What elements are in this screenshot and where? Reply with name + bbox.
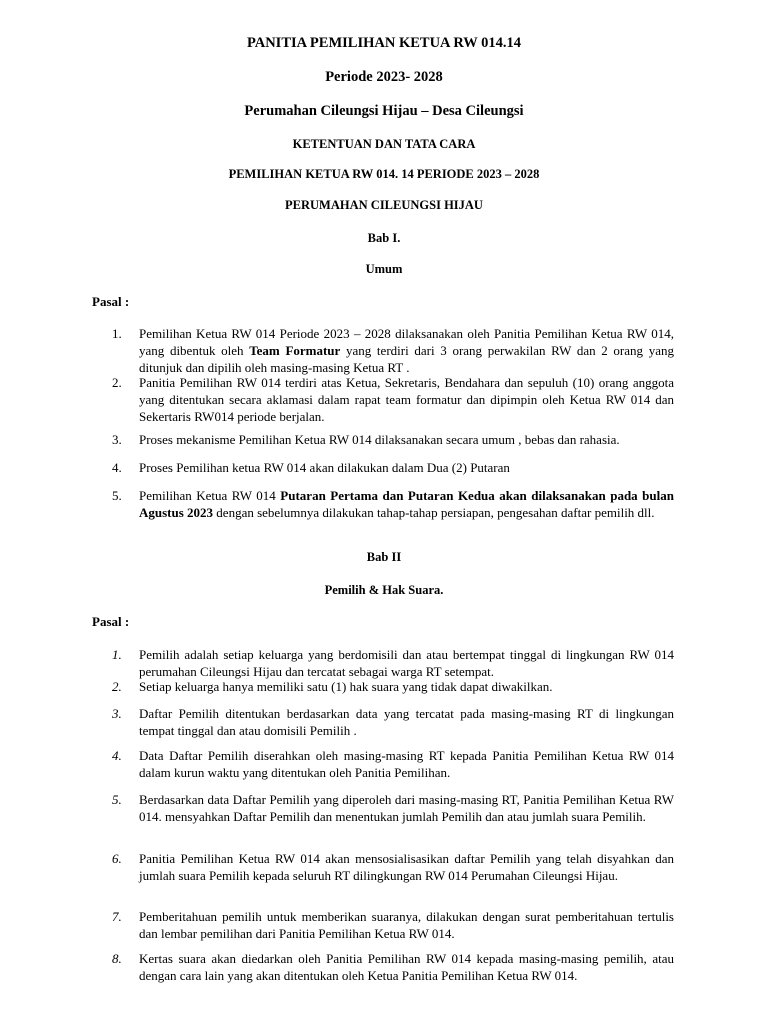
item-number: 4. (112, 460, 122, 475)
item-number: 8. (112, 951, 122, 966)
bab2-item (92, 850, 674, 884)
bab1-subtitle: Umum (365, 262, 403, 276)
item-text: Pemilih adalah setiap keluarga yang berdomisili dan atau bertempat tinggal di lingkungan RW 014 perumahan Cileungsi Hijau dan tercatat sebagai warga RT setempat. (139, 647, 674, 679)
bab1-item (92, 325, 674, 376)
bab2-pasal-label: Pasal : (92, 614, 130, 629)
bab1-item (92, 487, 674, 521)
bab1-item (92, 459, 674, 476)
document-location: Perumahan Cileungsi Hijau – Desa Cileungsi (244, 103, 524, 119)
item-text: Proses Pemilihan ketua RW 014 akan dilakukan dalam Dua (2) Putaran (139, 460, 510, 475)
document-period: Periode 2023- 2028 (325, 69, 443, 85)
item-number: 6. (112, 851, 122, 866)
item-text: Pemilihan Ketua RW 014 Periode 2023 – 2028 dilaksanakan oleh Panitia Pemilihan Ketua RW 014, yang dibentuk oleh Team Formatur yang terdiri dari 3 orang perwakilan RW dan 2 orang yang ditunjuk dan dipilih oleh masing-masing Ketua RT . (139, 326, 674, 375)
item-number: 1. (112, 326, 122, 341)
document-subtitle-1: KETENTUAN DAN TATA CARA (292, 137, 476, 151)
bab2-title: Bab II (366, 550, 402, 564)
item-text: Proses mekanisme Pemilihan Ketua RW 014 dilaksanakan secara umum , bebas dan rahasia. (139, 432, 620, 447)
bab1-item (92, 374, 674, 425)
item-number: 3. (112, 432, 122, 447)
bab2-item (92, 747, 674, 781)
bab2-item (92, 950, 674, 984)
bab1-title: Bab I. (367, 231, 401, 245)
item-text: Berdasarkan data Daftar Pemilih yang diperoleh dari masing-masing RT, Panitia Pemilihan Ketua RW 014. mensyahkan Daftar Pemilih dan menentukan jumlah Pemilih dan atau jumlah suara Pemilih. (139, 792, 674, 824)
document-subtitle-3: PERUMAHAN CILEUNGSI HIJAU (285, 198, 483, 212)
item-text: Setiap keluarga hanya memiliki satu (1) hak suara yang tidak dapat diwakilkan. (139, 679, 553, 694)
item-text: Panitia Pemilihan RW 014 terdiri atas Ketua, Sekretaris, Bendahara dan sepuluh (10) orang anggota yang ditentukan secara aklamasi dalam rapat team formatur dan dipimpin oleh Ketua RW 014 dan Sekertaris RW014 periode berjalan. (139, 375, 674, 424)
bab2-item (92, 791, 674, 825)
item-number: 4. (112, 748, 122, 763)
item-number: 2. (112, 679, 122, 694)
item-text: Daftar Pemilih ditentukan berdasarkan data yang tercatat pada masing-masing RT di lingkungan tempat tinggal dan atau domisili Pemilih . (139, 706, 674, 738)
bab2-item (92, 678, 674, 695)
item-text: Data Daftar Pemilih diserahkan oleh masing-masing RT kepada Panitia Pemilihan Ketua RW 014 dalam kurun waktu yang ditentukan oleh Panitia Pemilihan. (139, 748, 674, 780)
item-text: Kertas suara akan diedarkan oleh Panitia Pemilihan RW 014 kepada masing-masing pemilih, atau dengan cara lain yang akan ditentukan oleh Ketua Panitia Pemilihan Ketua RW 014. (139, 951, 674, 983)
bab1-item (92, 431, 674, 448)
item-text: Pemberitahuan pemilih untuk memberikan suaranya, dilakukan dengan surat pemberitahuan tertulis dan lembar pemilihan dari Panitia Pemilihan Ketua RW 014. (139, 909, 674, 941)
bab2-subtitle: Pemilih & Hak Suara. (324, 583, 444, 597)
bab2-item (92, 908, 674, 942)
document-subtitle-2: PEMILIHAN KETUA RW 014. 14 PERIODE 2023 – 2028 (228, 167, 540, 181)
item-number: 5. (112, 488, 122, 503)
bab2-item (92, 705, 674, 739)
item-number: 5. (112, 792, 122, 807)
document-title: PANITIA PEMILIHAN KETUA RW 014.14 (246, 35, 522, 51)
item-number: 2. (112, 375, 122, 390)
item-text: Panitia Pemilihan Ketua RW 014 akan mensosialisasikan daftar Pemilih yang telah disyahkan dan jumlah suara Pemilih kepada seluruh RT dilingkungan RW 014 Perumahan Cileungsi Hijau. (139, 851, 674, 883)
item-number: 1. (112, 647, 122, 662)
bab1-pasal-label: Pasal : (92, 294, 130, 309)
bab2-item (92, 646, 674, 680)
item-number: 7. (112, 909, 122, 924)
item-number: 3. (112, 706, 122, 721)
item-text: Pemilihan Ketua RW 014 Putaran Pertama dan Putaran Kedua akan dilaksanakan pada bulan Agustus 2023 dengan sebelumnya dilakukan tahap-tahap persiapan, pengesahan daftar pemilih dll. (139, 488, 674, 520)
